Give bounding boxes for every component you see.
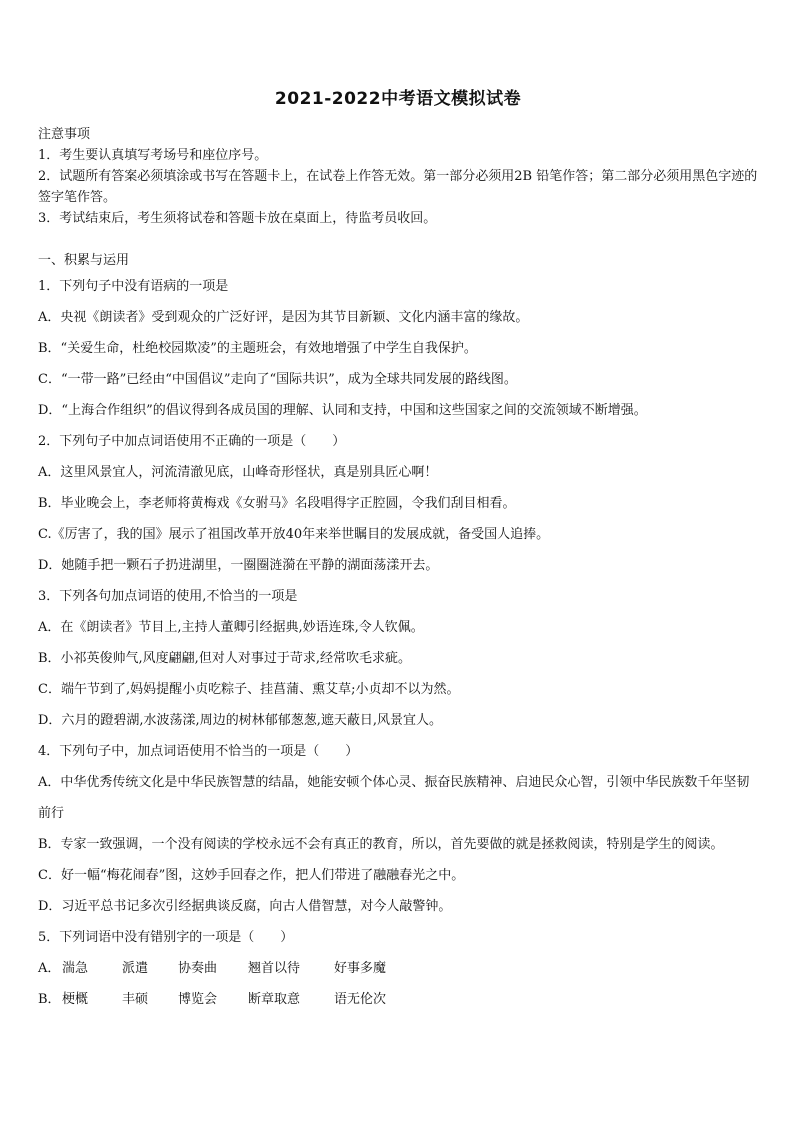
option-a: A．在《朗读者》节目上,主持人董卿引经据典,妙语连珠,令人钦佩。 [38,620,424,635]
word-item: 博览会 [178,992,218,1007]
question-stem: 2．下列句子中加点词语使用不正确的一项是（ ） [38,434,346,449]
question-5 [38,922,758,1015]
section-heading: 一、积累与运用 [38,253,130,268]
option-b: B．毕业晚会上，李老师将黄梅戏《女驸马》名段唱得字正腔圆，令我们刮目相看。 [38,496,516,511]
question-stem: 4．下列句子中，加点词语使用不恰当的一项是（ ） [38,744,359,759]
option-a-row [38,953,758,984]
option-a: A．央视《朗读者》受到观众的广泛好评，是因为其节目新颖、文化内涵丰富的缘故。 [38,310,529,325]
notice-block [38,124,758,229]
question-stem: 1．下列句子中没有语病的一项是 [38,279,229,294]
option-b: B．专家一致强调，一个没有阅读的学校永远不会有真正的教育，所以，首先要做的就是拯救阅读，特别是学生的阅读。 [38,837,724,852]
notice-line: 1．考生要认真填写考场号和座位序号。 [38,148,268,163]
word-item: 断章取意 [248,992,301,1007]
option-c: C．“一带一路”已经由“中国倡议”走向了“国际共识”，成为全球共同发展的路线图。 [38,372,517,387]
option-label: A． [38,961,61,976]
word-item: 翘首以待 [248,961,301,976]
option-d: D．她随手把一颗石子扔进湖里，一圈圈涟漪在平静的湖面荡漾开去。 [38,558,439,573]
option-b: B．“关爱生命，杜绝校园欺凌”的主题班会，有效地增强了中学生自我保护。 [38,341,477,356]
option-b-row [38,984,758,1015]
question-stem: 5．下列词语中没有错别字的一项是（ ） [38,930,294,945]
question-2 [38,426,758,581]
option-c: C．好一幅“梅花闹春”图，这妙手回春之作，把人们带进了融融春光之中。 [38,868,465,883]
option-d: D．习近平总书记多次引经据典谈反腐，向古人借智慧，对今人敲警钟。 [38,899,452,914]
word-item: 协奏曲 [178,961,218,976]
option-d: D．六月的蹬碧湖,水波荡漾,周边的树林郁郁葱葱,遮天蔽日,风景宜人。 [38,713,442,728]
option-a: A．这里风景宜人，河流清澈见底，山峰奇形怪状，真是别具匠心啊！ [38,465,438,480]
option-label: B． [38,992,61,1007]
notice-line: 3．考试结束后，考生须将试卷和答题卡放在桌面上，待监考员收回。 [38,211,437,226]
option-c: C.《厉害了，我的国》展示了祖国改革开放40年来举世瞩目的发展成就，备受国人追捧。 [38,527,550,542]
option-c: C．端午节到了,妈妈提醒小贞吃粽子、挂菖蒲、熏艾草;小贞却不以为然。 [38,682,460,697]
notice-heading: 注意事项 [38,127,91,142]
notice-line: 2．试题所有答案必须填涂或书写在答题卡上，在试卷上作答无效。第一部分必须用2B 铅笔作答；第二部分必须用黑色字迹的签字笔作答。 [38,169,758,205]
question-3 [38,581,758,736]
word-item: 梗概 [62,992,89,1007]
exam-title: 2021-2022中考语文模拟试卷 [274,89,522,109]
word-item: 丰硕 [122,992,149,1007]
option-a: A．中华优秀传统文化是中华民族智慧的结晶，她能安顿个体心灵、振奋民族精神、启迪民众心智，引领中华民族数千年坚韧前行 [38,775,750,821]
question-stem: 3．下列各句加点词语的使用,不恰当的一项是 [38,589,298,604]
word-item: 好事多魔 [334,961,387,976]
question-1 [38,271,758,426]
option-b: B．小祁英俊帅气,风度翩翩,但对人对事过于苛求,经常吹毛求疵。 [38,651,411,666]
option-d: D．“上海合作组织”的倡议得到各成员国的理解、认同和支持，中国和这些国家之间的交流领域不断增强。 [38,403,647,418]
word-item: 语无伦次 [334,992,387,1007]
word-item: 湍急 [62,961,89,976]
word-item: 派遣 [122,961,149,976]
question-4 [38,736,758,922]
